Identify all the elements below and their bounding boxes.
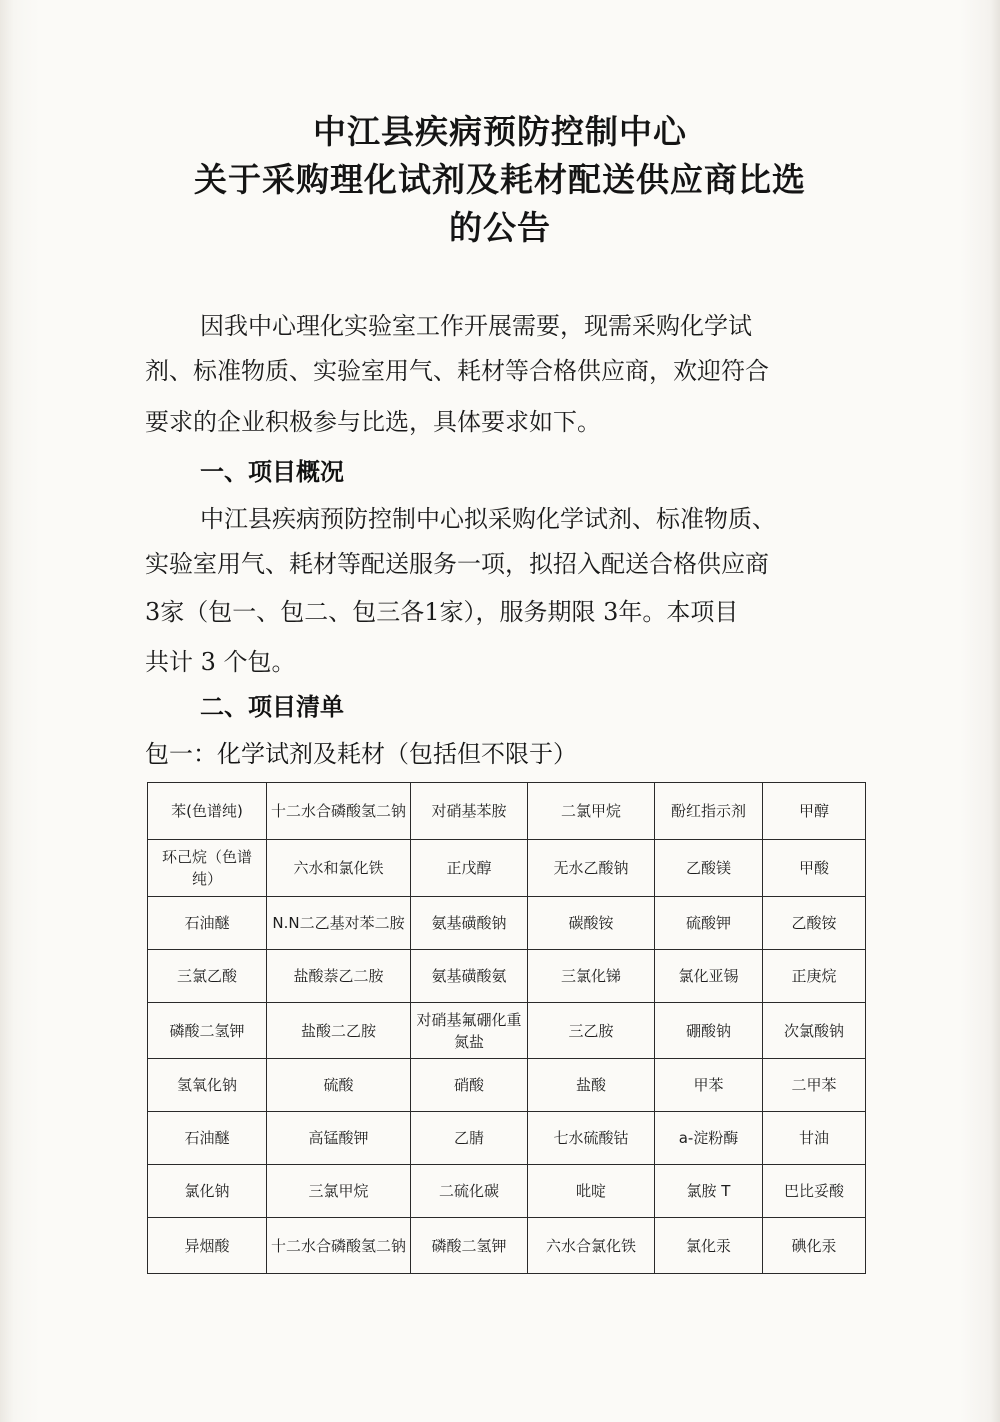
table-cell: N.N二乙基对苯二胺 <box>267 897 411 950</box>
table-cell: 三氯化锑 <box>528 950 655 1003</box>
table-cell: 二氯甲烷 <box>528 783 655 840</box>
table-cell: 石油醚 <box>148 1112 267 1165</box>
table-cell: 氨基磺酸钠 <box>411 897 528 950</box>
table-cell: 高锰酸钾 <box>267 1112 411 1165</box>
table-cell: a-淀粉酶 <box>655 1112 763 1165</box>
table-cell: 三乙胺 <box>528 1003 655 1059</box>
package-1-title: 包一：化学试剂及耗材（包括但不限于） <box>145 740 577 768</box>
table-cell: 乙腈 <box>411 1112 528 1165</box>
table-cell: 正庚烷 <box>763 950 866 1003</box>
section-1-line-2: 实验室用气、耗材等配送服务一项，拟招入配送合格供应商 <box>145 550 769 578</box>
table-cell: 氨基磺酸氨 <box>411 950 528 1003</box>
table-cell: 氯化钠 <box>148 1165 267 1218</box>
document-title-line-1: 中江县疾病预防控制中心 <box>313 112 687 151</box>
table-cell: 巴比妥酸 <box>763 1165 866 1218</box>
table-cell: 碘化汞 <box>763 1218 866 1274</box>
table-cell: 七水硫酸钴 <box>528 1112 655 1165</box>
table-cell: 环己烷（色谱纯） <box>148 840 267 897</box>
table-cell: 乙酸镁 <box>655 840 763 897</box>
table-cell: 盐酸 <box>528 1059 655 1112</box>
table-cell: 苯(色谱纯) <box>148 783 267 840</box>
table-cell: 甲酸 <box>763 840 866 897</box>
section-1-line-3: 3家（包一、包二、包三各1家），服务期限 3年。本项目 <box>145 598 739 626</box>
table-cell: 乙酸铵 <box>763 897 866 950</box>
intro-line-1: 因我中心理化实验室工作开展需要，现需采购化学试 <box>200 312 752 340</box>
table-cell: 对硝基苯胺 <box>411 783 528 840</box>
table-cell: 二硫化碳 <box>411 1165 528 1218</box>
table-cell: 硼酸钠 <box>655 1003 763 1059</box>
table-cell: 石油醚 <box>148 897 267 950</box>
table-row <box>148 950 866 1003</box>
table-cell: 氯胺 T <box>655 1165 763 1218</box>
table-cell: 盐酸二乙胺 <box>267 1003 411 1059</box>
table-row <box>148 1112 866 1165</box>
section-1-line-1: 中江县疾病预防控制中心拟采购化学试剂、标准物质、 <box>200 505 776 533</box>
table-cell: 正戊醇 <box>411 840 528 897</box>
table-cell: 酚红指示剂 <box>655 783 763 840</box>
table-row <box>148 897 866 950</box>
table-cell: 硫酸 <box>267 1059 411 1112</box>
table-row <box>148 783 866 840</box>
table-cell: 甲醇 <box>763 783 866 840</box>
table-cell: 磷酸二氢钾 <box>411 1218 528 1274</box>
table-cell: 三氯乙酸 <box>148 950 267 1003</box>
table-cell: 氯化亚锡 <box>655 950 763 1003</box>
table-cell: 十二水合磷酸氢二钠 <box>267 1218 411 1274</box>
table-cell: 硫酸钾 <box>655 897 763 950</box>
table-row <box>148 1059 866 1112</box>
table-row <box>148 1003 866 1059</box>
table-cell: 六水合氯化铁 <box>528 1218 655 1274</box>
document-title-line-3: 的公告 <box>449 208 551 247</box>
table-row <box>148 1165 866 1218</box>
table-cell: 盐酸萘乙二胺 <box>267 950 411 1003</box>
section-1-heading: 一、项目概况 <box>200 458 344 486</box>
table-cell: 六水和氯化铁 <box>267 840 411 897</box>
table-cell: 碳酸铵 <box>528 897 655 950</box>
table-cell: 二甲苯 <box>763 1059 866 1112</box>
table-cell: 无水乙酸钠 <box>528 840 655 897</box>
section-1-line-4: 共计 3 个包。 <box>145 648 296 676</box>
intro-line-2: 剂、标准物质、实验室用气、耗材等合格供应商，欢迎符合 <box>145 357 769 385</box>
package-1-items-table <box>147 782 866 1274</box>
table-cell: 十二水合磷酸氢二钠 <box>267 783 411 840</box>
table-cell: 氯化汞 <box>655 1218 763 1274</box>
table-cell: 次氯酸钠 <box>763 1003 866 1059</box>
table-cell: 甘油 <box>763 1112 866 1165</box>
intro-line-3: 要求的企业积极参与比选，具体要求如下。 <box>145 408 601 436</box>
table-cell: 氢氧化钠 <box>148 1059 267 1112</box>
document-title-line-2: 关于采购理化试剂及耗材配送供应商比选 <box>194 160 806 199</box>
table-row <box>148 840 866 897</box>
section-2-heading: 二、项目清单 <box>200 693 344 721</box>
table-cell: 甲苯 <box>655 1059 763 1112</box>
table-cell: 异烟酸 <box>148 1218 267 1274</box>
table-row <box>148 1218 866 1274</box>
table-cell: 三氯甲烷 <box>267 1165 411 1218</box>
table-cell: 吡啶 <box>528 1165 655 1218</box>
table-cell: 硝酸 <box>411 1059 528 1112</box>
table-cell: 对硝基氟硼化重氮盐 <box>411 1003 528 1059</box>
table-cell: 磷酸二氢钾 <box>148 1003 267 1059</box>
